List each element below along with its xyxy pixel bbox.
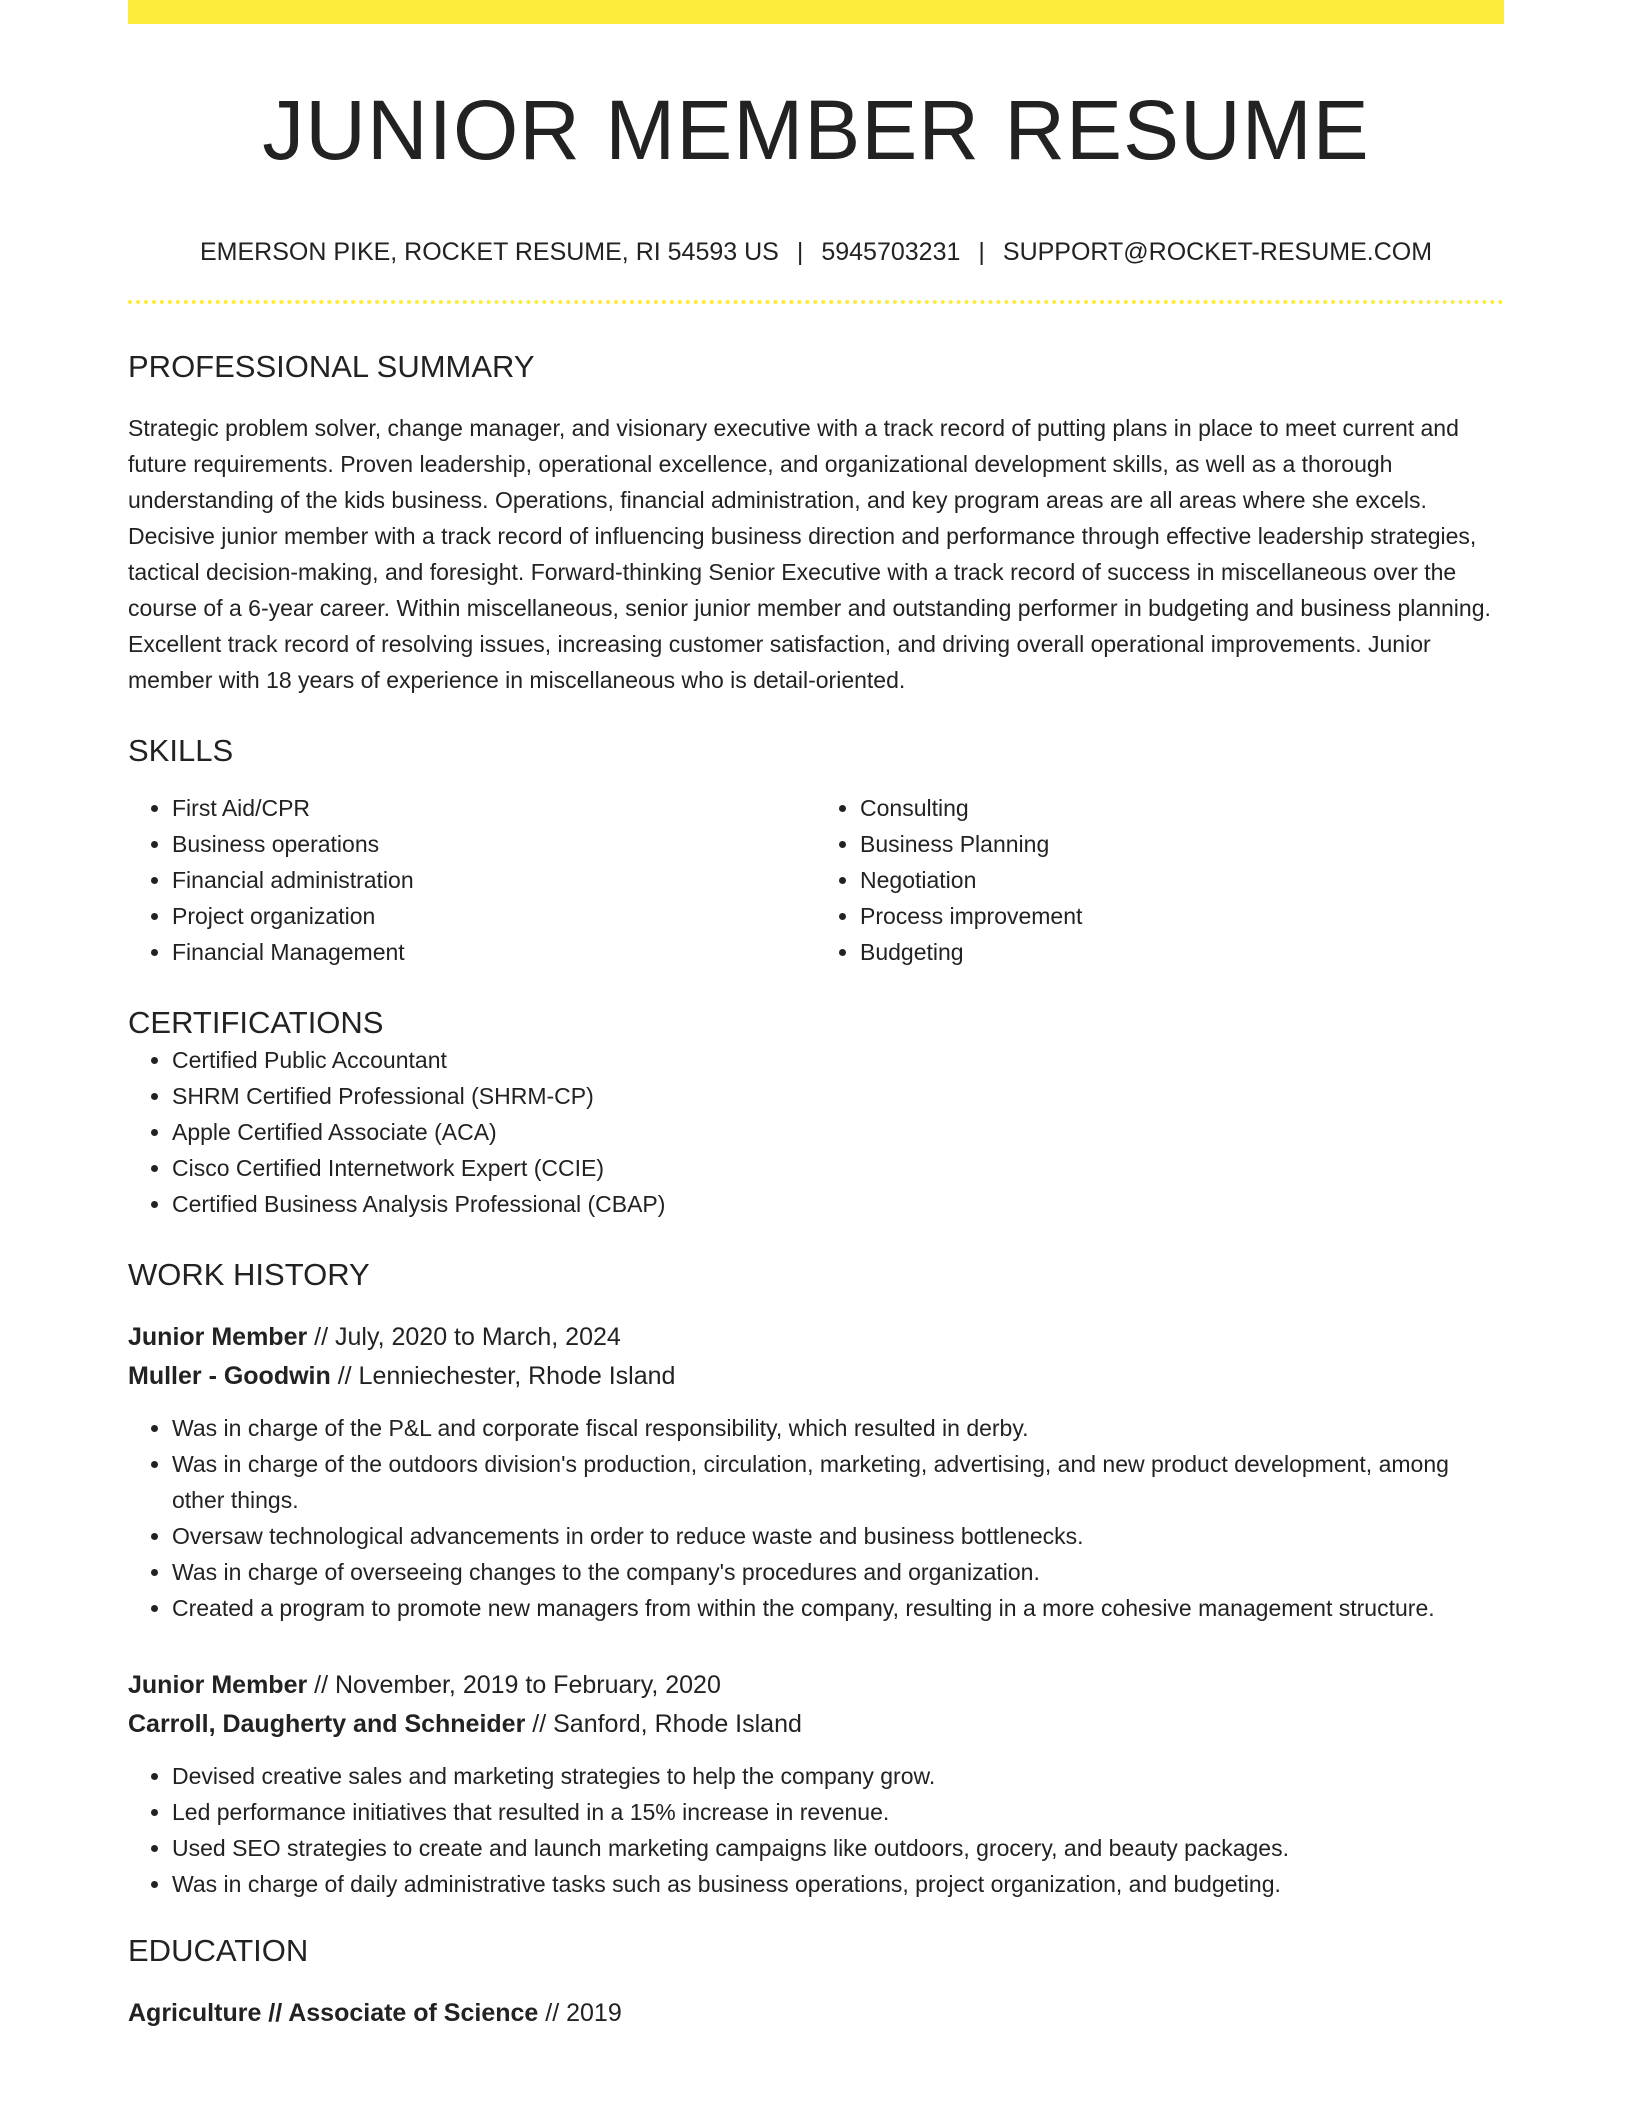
job-responsibilities: [128, 1758, 1504, 1902]
summary-heading: PROFESSIONAL SUMMARY: [128, 349, 535, 384]
responsibility-item: • Was in charge of daily administrative tasks such as business operations, project organization, and budgeting.: [172, 1866, 1504, 1902]
skill-item: • Business Planning: [860, 826, 1504, 862]
education-field: Agriculture // Associate of Science: [128, 1999, 539, 2027]
skill-item: • First Aid/CPR: [172, 790, 816, 826]
certification-item: • Cisco Certified Internetwork Expert (CCIE): [172, 1150, 1504, 1186]
contact-phone: 5945703231: [821, 238, 961, 266]
skill-item: • Business operations: [172, 826, 816, 862]
accent-top-bar: [128, 0, 1504, 24]
education-heading: EDUCATION: [128, 1933, 309, 1968]
work-history-heading: WORK HISTORY: [128, 1257, 370, 1292]
responsibility-item: • Used SEO strategies to create and launch marketing campaigns like outdoors, grocery, and beauty packages.: [172, 1830, 1504, 1866]
education-year: // 2019: [538, 1999, 622, 2027]
resume-title: JUNIOR MEMBER RESUME: [262, 83, 1370, 177]
job-location: // Sanford, Rhode Island: [525, 1710, 802, 1738]
responsibility-item: • Was in charge of the outdoors division's production, circulation, marketing, advertising, and new product development, among other things.: [172, 1446, 1504, 1518]
contact-info: [128, 236, 1504, 268]
job-title-line: [128, 1318, 1504, 1357]
job-responsibilities: [128, 1410, 1504, 1626]
job-company-line: [128, 1705, 1504, 1744]
contact-email: SUPPORT@ROCKET-RESUME.COM: [1002, 238, 1433, 266]
job-location: // Lenniechester, Rhode Island: [330, 1362, 676, 1390]
skill-item: • Budgeting: [860, 934, 1504, 970]
job-company: Muller - Goodwin: [128, 1362, 331, 1390]
skills-heading: SKILLS: [128, 733, 234, 768]
job-title-line: [128, 1666, 1504, 1705]
responsibility-item: • Was in charge of the P&L and corporate fiscal responsibility, which resulted in derby.: [172, 1410, 1504, 1446]
job-dates: // November, 2019 to February, 2020: [307, 1671, 721, 1699]
job-dates: // July, 2020 to March, 2024: [307, 1323, 621, 1351]
summary-text: Strategic problem solver, change manager, and visionary executive with a track record of putting plans in place to meet current and future requirements. Proven leadership, operational excellence, and organizational development skills, as well as a thorough understanding of the kids business. Operations, financial administration, and key program areas are all areas where she excels. Decisive junior member with a track record of influencing business direction and performance through effective leadership strategies, tactical decision-making, and foresight. Forward-thinking Senior Executive with a track record of success in miscellaneous over the course of a 6-year career. Within miscellaneous, senior junior member and outstanding performer in budgeting and business planning. Excellent track record of resolving issues, increasing customer satisfaction, and driving overall operational improvements. Junior member with 18 years of experience in miscellaneous who is detail-oriented.: [128, 415, 1491, 693]
education-entry: [128, 1994, 1504, 2033]
certification-item: • Apple Certified Associate (ACA): [172, 1114, 1504, 1150]
responsibility-item: • Created a program to promote new managers from within the company, resulting in a more cohesive management structure.: [172, 1590, 1504, 1626]
contact-address: EMERSON PIKE, ROCKET RESUME, RI 54593 US: [199, 238, 779, 266]
responsibility-item: • Led performance initiatives that resulted in a 15% increase in revenue.: [172, 1794, 1504, 1830]
job-company: Carroll, Daugherty and Schneider: [128, 1710, 526, 1738]
contact-separator: |: [978, 238, 985, 266]
skills-list-left: [128, 790, 816, 970]
responsibility-item: • Oversaw technological advancements in order to reduce waste and business bottlenecks.: [172, 1518, 1504, 1554]
header-divider: [128, 300, 1504, 304]
job-company-line: [128, 1357, 1504, 1396]
certifications-list: [128, 1042, 1504, 1222]
certification-item: • SHRM Certified Professional (SHRM-CP): [172, 1078, 1504, 1114]
skills-list-right: [816, 790, 1504, 970]
certification-item: • Certified Business Analysis Professional (CBAP): [172, 1186, 1504, 1222]
skill-item: • Process improvement: [860, 898, 1504, 934]
responsibility-item: • Devised creative sales and marketing strategies to help the company grow.: [172, 1758, 1504, 1794]
job-title: Junior Member: [128, 1671, 308, 1699]
skills-columns: [128, 790, 1504, 970]
job-entry: [128, 1318, 1504, 1626]
job-entry: [128, 1666, 1504, 1902]
job-title: Junior Member: [128, 1323, 308, 1351]
skill-item: • Negotiation: [860, 862, 1504, 898]
skill-item: • Project organization: [172, 898, 816, 934]
certifications-heading: CERTIFICATIONS: [128, 1005, 384, 1040]
certification-item: • Certified Public Accountant: [172, 1042, 1504, 1078]
skill-item: • Financial administration: [172, 862, 816, 898]
skill-item: • Financial Management: [172, 934, 816, 970]
contact-separator: |: [796, 238, 804, 266]
resume-content: [128, 24, 1504, 2033]
responsibility-item: • Was in charge of overseeing changes to the company's procedures and organization.: [172, 1554, 1504, 1590]
skill-item: • Consulting: [860, 790, 1504, 826]
